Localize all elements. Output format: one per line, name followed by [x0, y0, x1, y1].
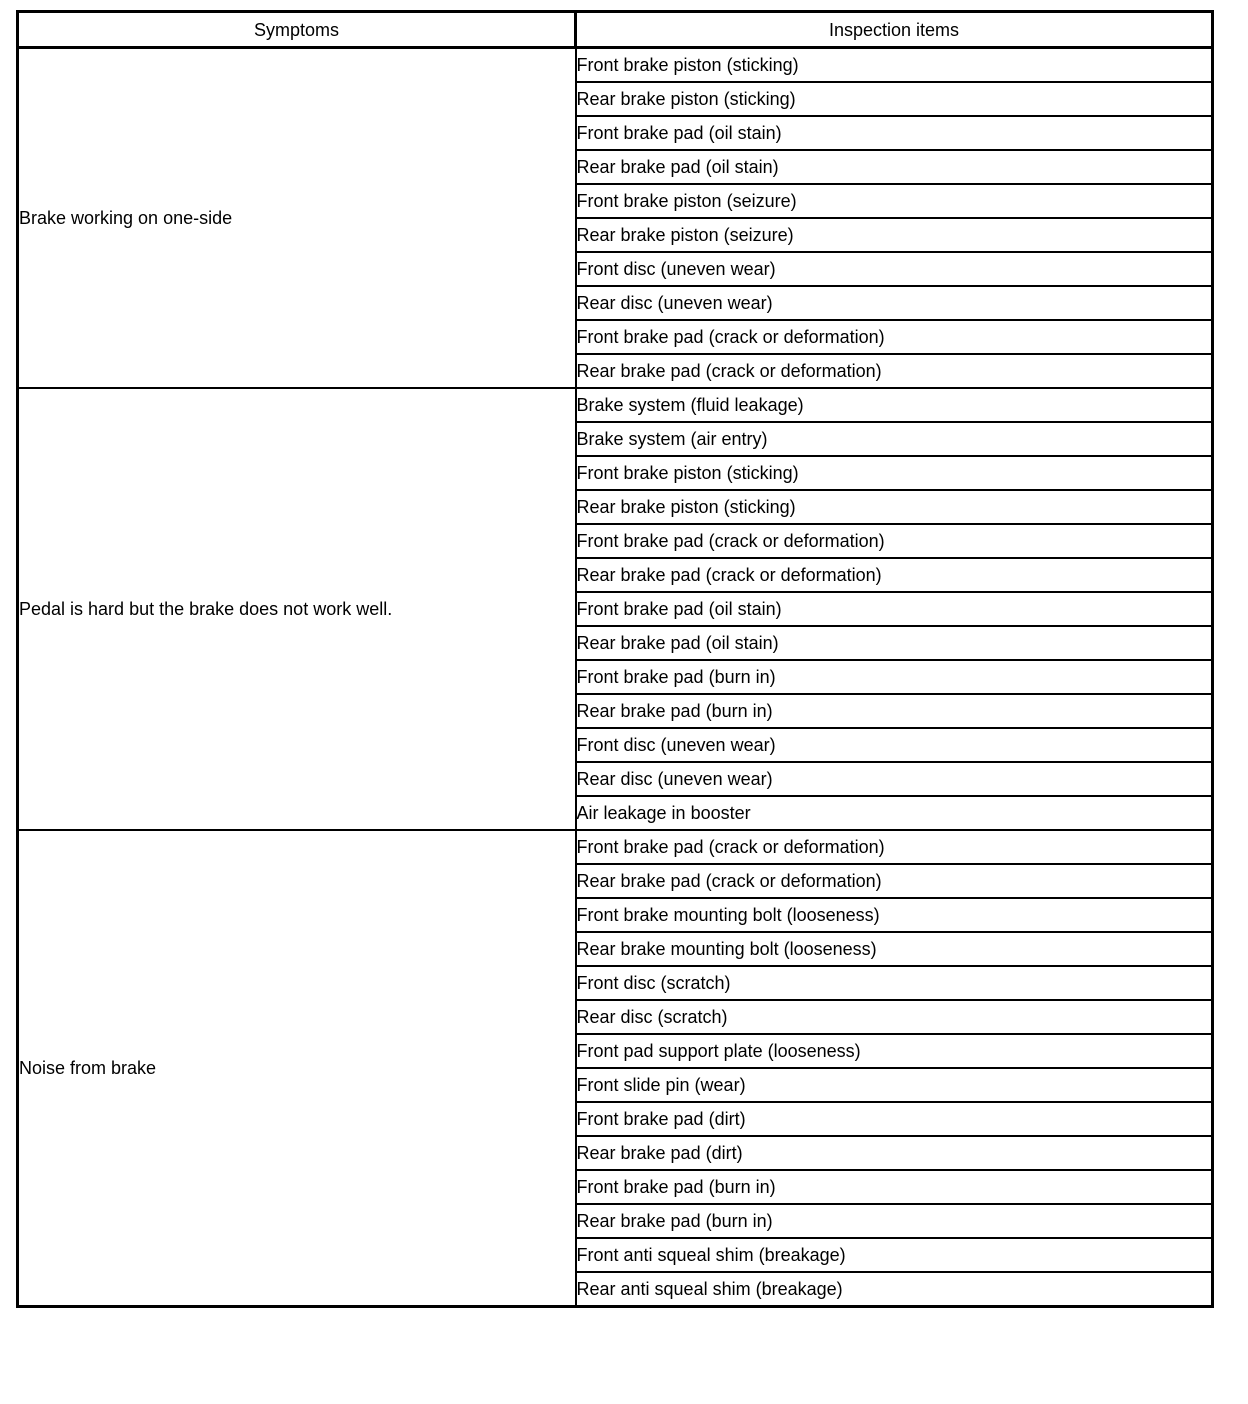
inspection-item-cell: Front brake piston (sticking) — [576, 456, 1213, 490]
inspection-item-cell: Front brake pad (crack or deformation) — [576, 524, 1213, 558]
inspection-item-cell: Front brake pad (oil stain) — [576, 116, 1213, 150]
inspection-item-cell: Rear disc (uneven wear) — [576, 286, 1213, 320]
inspection-item-cell: Front disc (uneven wear) — [576, 252, 1213, 286]
inspection-item-cell: Rear brake pad (burn in) — [576, 1204, 1213, 1238]
inspection-item-cell: Rear brake piston (sticking) — [576, 490, 1213, 524]
inspection-item-cell: Rear brake pad (crack or deformation) — [576, 558, 1213, 592]
symptom-cell: Noise from brake — [18, 830, 576, 1307]
inspection-items-header: Inspection items — [576, 12, 1213, 48]
diagnosis-table — [16, 10, 1214, 1308]
inspection-item-cell: Front slide pin (wear) — [576, 1068, 1213, 1102]
table-row — [18, 48, 1213, 83]
inspection-item-cell: Front disc (uneven wear) — [576, 728, 1213, 762]
inspection-item-cell: Rear brake pad (dirt) — [576, 1136, 1213, 1170]
inspection-item-cell: Rear disc (scratch) — [576, 1000, 1213, 1034]
inspection-item-cell: Front brake pad (crack or deformation) — [576, 830, 1213, 864]
inspection-item-cell: Rear brake piston (seizure) — [576, 218, 1213, 252]
inspection-item-cell: Front brake pad (dirt) — [576, 1102, 1213, 1136]
inspection-item-cell: Brake system (fluid leakage) — [576, 388, 1213, 422]
inspection-item-cell: Front disc (scratch) — [576, 966, 1213, 1000]
inspection-item-cell: Front brake pad (burn in) — [576, 660, 1213, 694]
inspection-item-cell: Front brake pad (oil stain) — [576, 592, 1213, 626]
header-row — [18, 12, 1213, 48]
inspection-item-cell: Rear anti squeal shim (breakage) — [576, 1272, 1213, 1307]
inspection-item-cell: Front brake mounting bolt (looseness) — [576, 898, 1213, 932]
inspection-item-cell: Rear disc (uneven wear) — [576, 762, 1213, 796]
inspection-item-cell: Rear brake pad (oil stain) — [576, 626, 1213, 660]
symptom-cell: Pedal is hard but the brake does not work well. — [18, 388, 576, 830]
inspection-item-cell: Rear brake pad (crack or deformation) — [576, 864, 1213, 898]
symptoms-header: Symptoms — [18, 12, 576, 48]
inspection-item-cell: Air leakage in booster — [576, 796, 1213, 830]
table-row — [18, 830, 1213, 864]
inspection-item-cell: Front brake piston (seizure) — [576, 184, 1213, 218]
inspection-item-cell: Brake system (air entry) — [576, 422, 1213, 456]
table-row — [18, 388, 1213, 422]
inspection-item-cell: Rear brake mounting bolt (looseness) — [576, 932, 1213, 966]
inspection-item-cell: Front brake pad (burn in) — [576, 1170, 1213, 1204]
inspection-item-cell: Rear brake piston (sticking) — [576, 82, 1213, 116]
inspection-item-cell: Rear brake pad (crack or deformation) — [576, 354, 1213, 388]
inspection-item-cell: Rear brake pad (burn in) — [576, 694, 1213, 728]
symptom-cell: Brake working on one-side — [18, 48, 576, 389]
inspection-item-cell: Rear brake pad (oil stain) — [576, 150, 1213, 184]
table-body — [18, 48, 1213, 1307]
inspection-item-cell: Front brake piston (sticking) — [576, 48, 1213, 83]
inspection-item-cell: Front anti squeal shim (breakage) — [576, 1238, 1213, 1272]
inspection-item-cell: Front brake pad (crack or deformation) — [576, 320, 1213, 354]
inspection-item-cell: Front pad support plate (looseness) — [576, 1034, 1213, 1068]
